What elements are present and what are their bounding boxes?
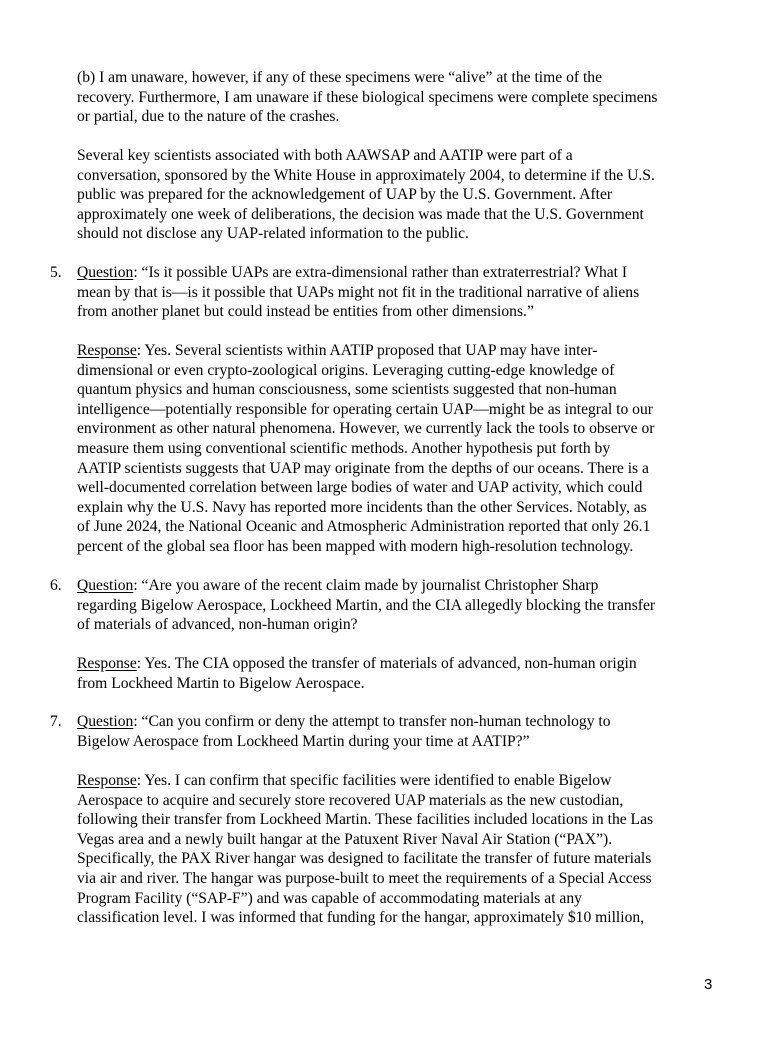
question-label: Question bbox=[77, 713, 134, 730]
text-line: Bigelow Aerospace from Lockheed Martin during your time at AATIP?” bbox=[77, 732, 530, 750]
response-text: : Yes. I can confirm that specific facilities were identified to enable Bigelow bbox=[136, 772, 612, 789]
text-line: AATIP scientists suggests that UAP may originate from the depths of our oceans. There is a bbox=[77, 459, 649, 477]
text-line: intelligence—potentially responsible for operating certain UAP—might be as integral to our bbox=[77, 400, 653, 418]
text-line: public was prepared for the acknowledgement of UAP by the U.S. Government. After bbox=[77, 186, 613, 204]
question-label: Question bbox=[77, 577, 134, 594]
text-line: or partial, due to the nature of the crashes. bbox=[77, 108, 340, 126]
text-line bbox=[77, 771, 717, 791]
text-line: approximately one week of deliberations, the decision was made that the U.S. Government bbox=[77, 205, 644, 223]
text-line: explain why the U.S. Navy has reported more incidents than the other Services. Notably, as bbox=[77, 498, 647, 516]
text-line: from Lockheed Martin to Bigelow Aerospace. bbox=[77, 674, 365, 692]
text-line bbox=[77, 576, 717, 596]
question-6 bbox=[77, 576, 717, 635]
response-7 bbox=[77, 771, 717, 928]
text-line bbox=[77, 712, 717, 732]
item-number: 6. bbox=[50, 577, 62, 594]
item-number: 5. bbox=[50, 264, 62, 281]
paragraph-b bbox=[77, 68, 717, 127]
item-number: 7. bbox=[50, 713, 62, 730]
text-line: measure them using conventional scientific methods. Another hypothesis put forth by bbox=[77, 439, 611, 457]
question-label: Question bbox=[77, 264, 134, 281]
response-6 bbox=[77, 654, 717, 693]
question-7 bbox=[77, 712, 717, 751]
response-text: : Yes. The CIA opposed the transfer of materials of advanced, non-human origin bbox=[136, 655, 637, 672]
question-text: : “Can you confirm or deny the attempt to transfer non-human technology to bbox=[133, 713, 611, 730]
text-line: from another planet but could instead be entities from other dimensions.” bbox=[77, 303, 534, 321]
text-line: should not disclose any UAP-related information to the public. bbox=[77, 225, 469, 243]
response-label: Response bbox=[77, 655, 137, 672]
text-line: environment as other natural phenomena. However, we currently lack the tools to observe or bbox=[77, 420, 655, 438]
text-line: Program Facility (“SAP-F”) and was capable of accommodating materials at any bbox=[77, 889, 582, 907]
text-line: mean by that is—is it possible that UAPs might not fit in the traditional narrative of aliens bbox=[77, 283, 640, 301]
text-line: via air and river. The hangar was purpose-built to meet the requirements of a Special Access bbox=[77, 869, 652, 887]
question-text: : “Are you aware of the recent claim made by journalist Christopher Sharp bbox=[133, 577, 599, 594]
text-line: quantum physics and human consciousness, some scientists suggested that non-human bbox=[77, 381, 617, 399]
text-line: dimensional or even crypto-zoological origins. Leveraging cutting-edge knowledge of bbox=[77, 361, 615, 379]
text-line: Several key scientists associated with both AAWSAP and AATIP were part of a bbox=[77, 147, 573, 164]
text-line: following their transfer from Lockheed Martin. These facilities included locations in the Las bbox=[77, 811, 654, 829]
text-line: Vegas area and a newly built hangar at the Patuxent River Naval Air Station (“PAX”). bbox=[77, 830, 613, 848]
text-line bbox=[77, 654, 717, 674]
text-line bbox=[77, 263, 717, 283]
response-label: Response bbox=[77, 772, 137, 789]
text-line: Aerospace to acquire and securely store recovered UAP materials as the new custodian, bbox=[77, 791, 624, 809]
text-line: of June 2024, the National Oceanic and Atmospheric Administration reported that only 26.1 bbox=[77, 518, 651, 536]
text-line bbox=[77, 341, 717, 361]
question-5 bbox=[77, 263, 717, 322]
text-line: regarding Bigelow Aerospace, Lockheed Martin, and the CIA allegedly blocking the transfer bbox=[77, 596, 656, 614]
text-line: percent of the global sea floor has been mapped with modern high-resolution technology. bbox=[77, 537, 634, 555]
text-line: of materials of advanced, non-human origin? bbox=[77, 616, 358, 634]
text-line: classification level. I was informed that funding for the hangar, approximately $10 million, bbox=[77, 909, 645, 927]
response-label: Response bbox=[77, 342, 137, 359]
response-text: : Yes. Several scientists within AATIP proposed that UAP may have inter- bbox=[136, 342, 598, 359]
text-line: recovery. Furthermore, I am unaware if these biological specimens were complete specimens bbox=[77, 88, 658, 106]
text-line: Specifically, the PAX River hangar was designed to facilitate the transfer of future materials bbox=[77, 850, 652, 868]
text-line: conversation, sponsored by the White House in approximately 2004, to determine if the U.S. bbox=[77, 166, 655, 184]
text-line: well-documented correlation between large bodies of water and UAP activity, which could bbox=[77, 479, 643, 497]
response-5 bbox=[77, 341, 717, 557]
question-text: : “Is it possible UAPs are extra-dimensional rather than extraterrestrial? What I bbox=[133, 264, 628, 281]
text-line: (b) I am unaware, however, if any of these specimens were “alive” at the time of the bbox=[77, 69, 603, 86]
paragraph-scientists bbox=[77, 146, 717, 244]
page-number: 3 bbox=[704, 976, 713, 993]
